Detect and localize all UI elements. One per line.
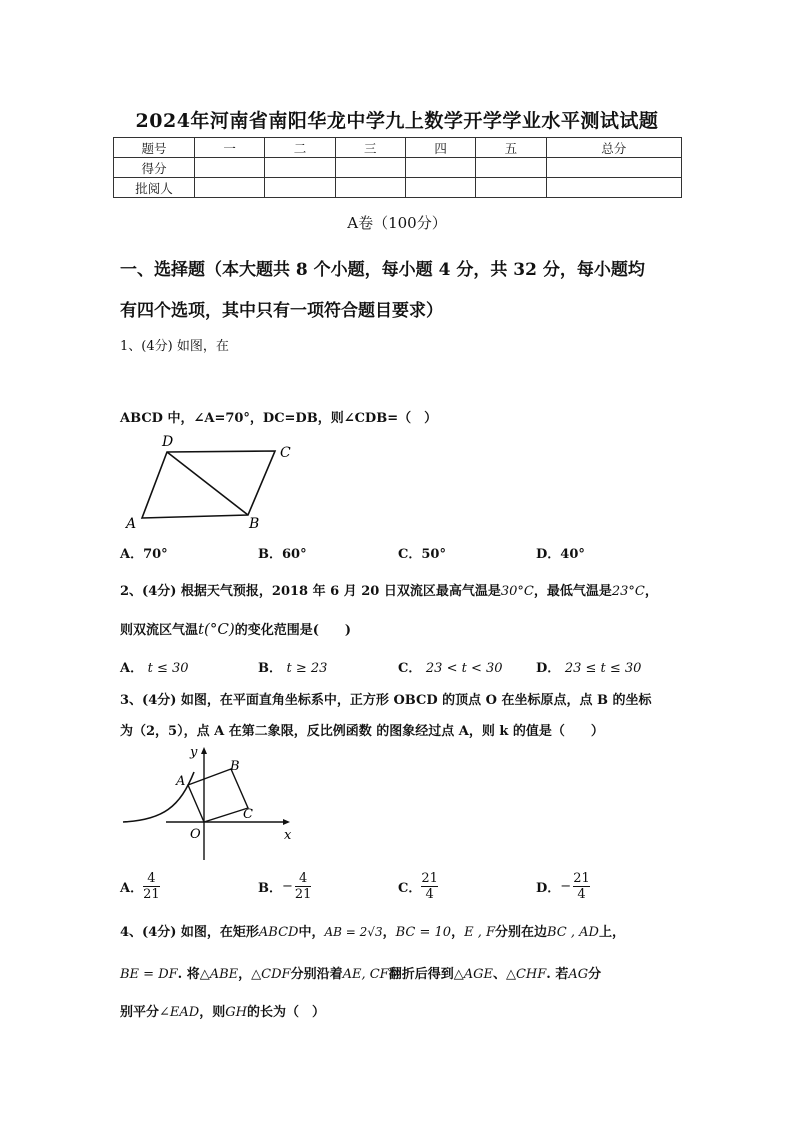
table-cell: 一 xyxy=(195,138,265,158)
q4-text: 别平分 xyxy=(120,1005,160,1020)
q3-option-d[interactable] xyxy=(536,871,590,902)
q1-option-d[interactable]: D．40° xyxy=(536,547,585,562)
q1-option-c[interactable]: C．50° xyxy=(398,547,446,562)
q4-math: △CDF xyxy=(251,967,291,982)
option-fraction xyxy=(421,871,438,902)
score-input-cell[interactable] xyxy=(405,158,475,178)
fraction-denominator: 4 xyxy=(577,887,586,902)
label-A: A xyxy=(126,516,137,532)
q4-text: 4、(4分) 如图，在矩形 xyxy=(120,925,259,940)
option-fraction xyxy=(573,871,590,902)
label-B: B xyxy=(230,759,240,774)
table-cell: 批阅人 xyxy=(114,178,195,198)
table-cell: 题号 xyxy=(114,138,195,158)
q2-text: ， xyxy=(644,584,658,599)
option-label: A． xyxy=(120,661,144,676)
option-label: A． xyxy=(120,881,144,896)
q2-text-line1 xyxy=(120,580,658,599)
option-expr: 23 ≤ t ≤ 30 xyxy=(564,661,642,676)
q4-text: 分 xyxy=(588,967,602,982)
grader-input-cell[interactable] xyxy=(405,178,475,198)
option-label: C． xyxy=(398,661,422,676)
label-D: D xyxy=(162,434,174,450)
q4-text: 分别在边 xyxy=(495,925,548,940)
q2-option-d[interactable] xyxy=(536,657,641,676)
fraction-denominator: 21 xyxy=(294,887,312,902)
q3-coordinate-figure xyxy=(118,742,298,864)
label-C: C xyxy=(280,445,291,461)
diagonal-db xyxy=(167,452,248,515)
q1-parallelogram-figure xyxy=(120,430,310,535)
q2-option-b[interactable] xyxy=(258,657,327,676)
q4-text: ， xyxy=(238,967,252,982)
fraction-numerator: 4 xyxy=(147,871,156,886)
q4-text: 分别沿着 xyxy=(290,967,343,982)
q4-text: 上， xyxy=(598,925,625,940)
q3-text-line1: 3、(4分) 如图，在平面直角坐标系中，正方形 OBCD 的顶点 O 在坐标原点，点 B 的坐标 xyxy=(120,693,652,708)
grader-input-cell[interactable] xyxy=(265,178,335,198)
q2-text: ，最低气温是 xyxy=(533,584,612,599)
y-axis-arrow-icon xyxy=(201,747,207,754)
q4-text: . 将 xyxy=(177,967,200,982)
q4-text: . 若 xyxy=(546,967,569,982)
q4-math: △CHF xyxy=(505,967,547,982)
fraction-numerator: 4 xyxy=(299,871,308,886)
q2-text: 的变化范围是( ) xyxy=(234,623,352,638)
score-input-cell[interactable] xyxy=(265,158,335,178)
option-label: D． xyxy=(536,661,561,676)
q2-text: 则双流区气温 xyxy=(120,623,199,638)
q4-math: △ABE xyxy=(199,967,239,982)
q4-math: BE = DF xyxy=(120,967,178,982)
q2-text-line2 xyxy=(120,619,351,638)
q4-text: 中， xyxy=(298,925,325,940)
q4-math: △AGE xyxy=(453,967,493,982)
option-sign: − xyxy=(560,879,572,894)
grader-input-cell[interactable] xyxy=(546,178,681,198)
page-title: 2024年河南省南阳华龙中学九上数学开学学业水平测试试题 xyxy=(135,110,659,132)
q4-text: ，则 xyxy=(199,1005,226,1020)
q3-option-a[interactable] xyxy=(120,871,160,902)
table-cell: 总分 xyxy=(546,138,681,158)
score-table xyxy=(113,137,682,198)
q4-text-line2 xyxy=(120,963,601,982)
fraction-numerator: 21 xyxy=(573,871,590,886)
q1-stem: 1、(4分) 如图，在 xyxy=(120,339,229,354)
q4-math: GH xyxy=(225,1005,247,1020)
fraction-denominator: 21 xyxy=(143,887,160,902)
grader-input-cell[interactable] xyxy=(476,178,546,198)
option-label: B． xyxy=(258,881,282,896)
q2-option-c[interactable] xyxy=(398,657,503,676)
table-row xyxy=(114,158,682,178)
table-row xyxy=(114,178,682,198)
q4-text-line3 xyxy=(120,1001,325,1020)
q3-option-c[interactable] xyxy=(398,871,438,902)
score-input-cell[interactable] xyxy=(546,158,681,178)
label-x: x xyxy=(284,828,292,843)
option-fraction xyxy=(295,871,312,902)
q2-variable: t(°C) xyxy=(198,620,235,638)
q1-option-b[interactable]: B．60° xyxy=(258,547,307,562)
option-fraction xyxy=(143,871,160,902)
label-B: B xyxy=(249,516,260,532)
option-expr: t ≥ 23 xyxy=(286,661,328,676)
q4-math: BC , AD xyxy=(547,925,599,940)
label-A: A xyxy=(176,774,186,789)
option-expr: 23 < t < 30 xyxy=(425,661,503,676)
label-O: O xyxy=(190,827,201,842)
q2-option-a[interactable] xyxy=(120,657,189,676)
table-cell: 二 xyxy=(265,138,335,158)
table-cell: 五 xyxy=(476,138,546,158)
section-heading-line2: 有四个选项，其中只有一项符合题目要求） xyxy=(120,301,443,321)
q2-text: 2、(4分) 根据天气预报，2018 年 6 月 20 日双流区最高气温是 xyxy=(120,584,501,599)
score-input-cell[interactable] xyxy=(476,158,546,178)
section-a-heading: A卷（100分） xyxy=(347,214,447,232)
q4-text: ， xyxy=(451,925,465,940)
q4-math: ∠EAD xyxy=(159,1005,200,1020)
x-axis-arrow-icon xyxy=(283,819,290,825)
label-y: y xyxy=(190,745,198,760)
grader-input-cell[interactable] xyxy=(335,178,405,198)
q4-math: ABCD xyxy=(258,925,299,940)
q4-math: E , F xyxy=(464,925,495,940)
q2-temp-high: 30°C xyxy=(500,584,534,599)
grader-input-cell[interactable] xyxy=(195,178,265,198)
q4-math: AB = 2√3 xyxy=(324,925,383,939)
q4-math: BC = 10 xyxy=(395,925,452,940)
q4-text: ， xyxy=(382,925,396,940)
q3-option-b[interactable] xyxy=(258,871,311,902)
table-row xyxy=(114,138,682,158)
fraction-numerator: 21 xyxy=(421,871,438,886)
label-C: C xyxy=(243,807,253,822)
q4-math: AE, CF xyxy=(342,967,389,982)
option-label: B． xyxy=(258,661,282,676)
option-sign: − xyxy=(282,879,293,894)
table-cell: 四 xyxy=(405,138,475,158)
q4-text: 翻折后得到 xyxy=(388,967,454,982)
score-input-cell[interactable] xyxy=(195,158,265,178)
q2-temp-low: 23°C xyxy=(611,584,645,599)
option-label: D． xyxy=(536,881,561,896)
q1-text: ABCD 中，∠A=70°，DC=DB，则∠CDB=（ ） xyxy=(120,411,438,426)
option-label: C． xyxy=(398,881,422,896)
square-obcd xyxy=(188,769,248,822)
table-cell: 得分 xyxy=(114,158,195,178)
q4-text: 、 xyxy=(492,967,506,982)
option-expr: t ≤ 30 xyxy=(147,661,189,676)
q4-math: AG xyxy=(568,967,589,982)
section-heading-line1: 一、选择题（本大题共 8 个小题，每小题 4 分，共 32 分，每小题均 xyxy=(120,260,645,280)
q3-text-line2: 为（2，5），点 A 在第二象限，反比例函数 的图象经过点 A，则 k 的值是（ ） xyxy=(120,724,604,739)
fraction-denominator: 4 xyxy=(425,887,434,902)
q4-text: 的长为（ ） xyxy=(246,1005,325,1020)
score-input-cell[interactable] xyxy=(335,158,405,178)
q1-option-a[interactable]: A．70° xyxy=(120,547,168,562)
q4-text-line1 xyxy=(120,921,625,940)
table-cell: 三 xyxy=(335,138,405,158)
